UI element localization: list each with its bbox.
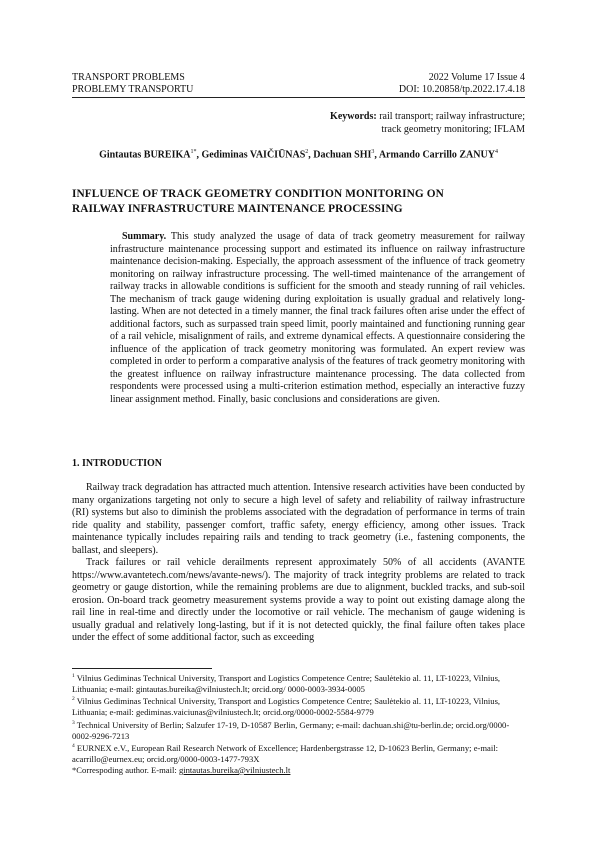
footnote-text: Technical University of Berlin; Salzufer 17-19, D-10587 Berlin, Germany; e-mail: dachuan.shi@tu-berlin.de; orcid.org/0000-0002-9296-7213 bbox=[72, 719, 510, 741]
summary-text: This study analyzed the usage of data of track geometry measurement for railway infrastructure maintenance processing support and estimated its influence on railway infrastructure maintenance decision-making. Especially, the approach assessment of the influence of track geometry monitoring on railway infrastructure processing. The well-timed maintenance of the arrangement of railway tracks in allowable conditions is sufficient for the smooth and steady running of rail vehicles. The mechanism of track gauge widening during exploitation is usually gradual and relatively long-lasting. When are not detected in a timely manner, the final track failures often arise under the effect of additional factors, such as surpassed train speed limit, poorly maintained and functioning running gear of a rail vehicle, misalignment of rails, and extreme dynamical effects. A questionnaire considering the influence of the application of track geometry monitoring was formulated. An expert review was completed in order to perform a comparative analysis of the features of track geometry monitoring with the greatest influence on railway infrastructure maintenance processing. The data collected from respondents were processed using a multi-criterion estimation method, especially an interactive fuzzy linear assignment method. Finally, basic conclusions and considerations are given. bbox=[110, 231, 525, 405]
footnote-mark: 3 bbox=[72, 719, 75, 726]
author-name: Dachuan SHI bbox=[313, 149, 372, 161]
journal-name-en: TRANSPORT PROBLEMS bbox=[72, 72, 185, 83]
corresponding-label: *Correspoding author. E-mail: bbox=[72, 764, 179, 775]
author-affiliation: 2 bbox=[305, 149, 309, 155]
keywords-line-2: track geometry monitoring; IFLAM bbox=[381, 124, 525, 135]
abstract bbox=[110, 231, 525, 406]
footnote-mark: 2 bbox=[72, 696, 75, 703]
header-rule bbox=[72, 97, 525, 98]
introduction-body bbox=[72, 482, 525, 645]
footnote-text: Vilnius Gediminas Technical University, Transport and Logistics Competence Centre; Saulėtekio al. 11, LT-10223, Vilnius, Lithuania; e-mail: gintautas.bureika@vilniustech.lt; orcid.org/ 0000-0003-3934-0005 bbox=[72, 672, 501, 694]
keywords-label: Keywords: bbox=[330, 111, 377, 122]
footnote-mark: 1 bbox=[72, 673, 75, 679]
author-separator: , bbox=[196, 149, 202, 161]
author-name: Armando Carrillo ZANUY bbox=[378, 149, 495, 161]
footnote bbox=[72, 741, 525, 764]
footnote-mark: 4 bbox=[72, 743, 75, 750]
author-affiliation: 1* bbox=[190, 149, 197, 155]
footnote-rule bbox=[72, 668, 212, 669]
author-name: Gediminas VAIČIŪNAS bbox=[201, 149, 306, 161]
paragraph: Railway track degradation has attracted much attention. Intensive research activities have been conducted by many organizations targeting not only to secure a high level of safety and reliability of railway infrastructure (RI) systems but also to diminish the problems associated with the degradation of performance in terms of train ride quality and stability, passenger comfort, traffic safety, energy efficiency, among other issues. Track maintenance typically includes repairing rails and tending to track geometry (i.e., fastening components, the ballast, and sleepers). bbox=[72, 482, 525, 556]
author-affiliation: 4 bbox=[494, 149, 498, 155]
corresponding-email-link[interactable]: gintautas.bureika@vilniustech.lt bbox=[178, 764, 291, 775]
author-name: Gintautas BUREIKA bbox=[99, 149, 191, 161]
section-heading-introduction: 1. INTRODUCTION bbox=[72, 458, 163, 469]
author-separator: , bbox=[374, 149, 379, 161]
doi: DOI: 10.20858/tp.2022.17.4.18 bbox=[398, 84, 525, 95]
corresponding-author bbox=[72, 765, 525, 776]
footnotes bbox=[72, 671, 525, 776]
keywords bbox=[265, 110, 525, 136]
title-line-2: RAILWAY INFRASTRUCTURE MAINTENANCE PROCESSING bbox=[72, 203, 403, 215]
footnote bbox=[72, 718, 525, 741]
author-list bbox=[72, 149, 525, 160]
footnote-text: EURNEX e.V., European Rail Research Network of Excellence; Hardenbergstrasse 12, D-10623 Berlin, Germany; e-mail: acarrillo@eurnex.eu; orcid.org/0000-0003-1477-793X bbox=[72, 743, 499, 765]
footnote bbox=[72, 671, 525, 694]
title-line-1: INFLUENCE OF TRACK GEOMETRY CONDITION MONITORING ON bbox=[72, 188, 444, 200]
author-affiliation: 3 bbox=[371, 149, 375, 155]
keywords-line-1: rail transport; railway infrastructure; bbox=[379, 111, 525, 122]
footnote bbox=[72, 694, 525, 717]
author-separator: , bbox=[308, 149, 314, 161]
journal-volume: 2022 Volume 17 Issue 4 bbox=[428, 72, 525, 83]
paragraph: Track failures or rail vehicle derailments represent approximately 50% of all accidents (AVANTE https://www.avantetech.com/news/avante-news/). The majority of track integrity problems are related to track geometry or gauge distortion, while the remaining problems are due to alignment, buckled tracks, and sub-soil erosion. On-board track geometry measurement systems provide a way to point out existing damage along the rail line in real-time and directly under the locomotive or rail vehicle. The mechanism of gauge widening is usually gradual and relatively long-lasting, but if it is not detected quickly, the final failure often takes place under the effect of some additional factor, such as exceeding bbox=[72, 557, 525, 643]
journal-name-pl: PROBLEMY TRANSPORTU bbox=[72, 84, 194, 95]
summary-label: Summary. bbox=[122, 231, 167, 242]
paper-title bbox=[72, 187, 525, 217]
footnote-text: Vilnius Gediminas Technical University, Transport and Logistics Competence Centre; Saulėtekio al. 11, LT-10223, Vilnius, Lithuania; e-mail: gediminas.vaiciunas@vilniustech.lt; orcid.org/0000-0002-5584-9779 bbox=[72, 696, 501, 718]
